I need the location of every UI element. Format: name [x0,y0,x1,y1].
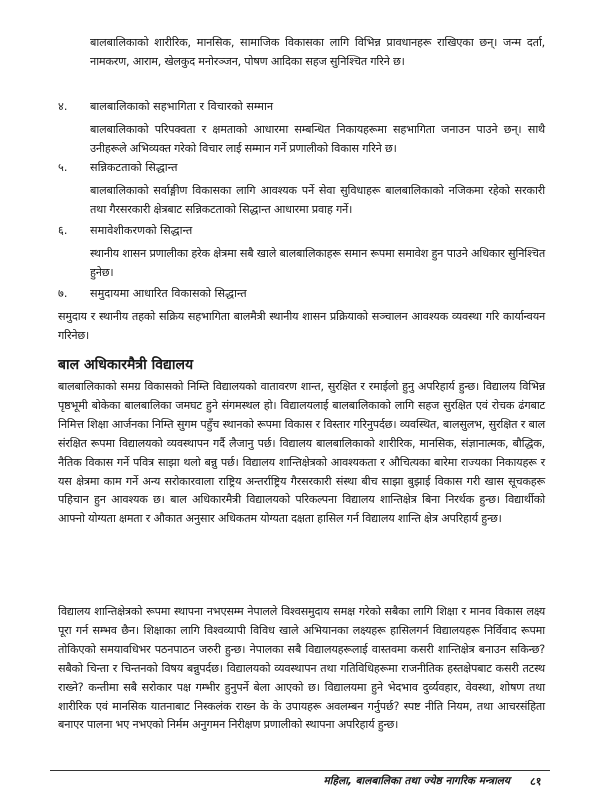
principle-body: बालबालिकाको सर्वाङ्गीण विकासका लागि आवश्यक पर्ने सेवा सुविधाहरू बालबालिकाको नजिकमा रहेको सरकारी तथा गैरसरकारी क्षेत्रबाट सन्निकटताको सिद्धान्त आधारमा प्रवाह गर्ने। [90,184,545,216]
principle-body: बालबालिकाको परिपक्वता र क्षमताको आधारमा सम्बन्धित निकायहरूमा सहभागिता जनाउन पाउने छन्। साथै उनीहरूले अभिव्यक्त गरेको विचार लाई सम्मान गर्ने प्रणालीको विकास गरिने छ। [90,123,545,155]
principle-number: ५. [58,161,68,174]
section-heading: बाल अधिकारमैत्री विद्यालय [58,357,194,373]
principle-title: सन्निकटताको सिद्धान्त [90,161,178,174]
principle-title: बालबालिकाको सहभागिता र विचारको सम्मान [90,100,274,113]
principle-title: समावेशीकरणको सिद्धान्त [90,224,193,237]
community-paragraph: समुदाय र स्थानीय तहको सक्रिय सहभागिता बालमैत्री स्थानीय शासन प्रक्रियाको सञ्चालन आवश्यक व्यवस्था गरि कार्यान्वयन गरिनेछ। [58,310,545,342]
principle-title: समुदायमा आधारित विकासको सिद्धान्त [90,287,247,300]
page-number: ८१ [530,775,542,788]
principle-number: ७. [58,287,68,300]
principle-number: ६. [58,224,68,237]
principle-number: ४. [58,100,68,113]
principle-body: स्थानीय शासन प्रणालीका हरेक क्षेत्रमा सबै खाले बालबालिकाहरू समान रूपमा समावेश हुन पाउने अधिकार सुनिश्चित हुनेछ। [90,247,545,279]
intro-paragraph: बालबालिकाको शारीरिक, मानसिक, सामाजिक विकासका लागि विभिन्न प्रावधानहरू राखिएका छन्। जन्म दर्ता, नामकरण, आराम, खेलकुद मनोरञ्जन, पोषण आदिका सहज सुनिश्चित गरिने छ। [90,36,545,68]
section-paragraph: बालबालिकाको समग्र विकासको निम्ति विद्यालयको वातावरण शान्त, सुरक्षित र रमाईलो हुनु अपरिहार्य हुन्छ। विद्यालय विभिन्न पृष्ठभूमी बोकेका बालबालिका जमघट हुने संगमस्थल हो। विद्यालयलाई बालबालिकाको लागि सहज सुरक्षित एवं रोचक ढंगबाट निमित्त शिक्षा आर्जनका निम्ति सुगम पहुँच स्थानको रूपमा विकास र विस्तार गरिनुपर्दछ। व्यवस्थित, बालसुलभ, सुरक्षित र बाल संरक्षित रूपमा विद्यालयको व्यवस्थापन गर्दै लैजानु पर्छ। विद्यालय बालबालिकाको शारीरिक, मानसिक, संज्ञानात्मक, बौद्धिक, नैतिक विकास गर्ने पवित्र साझा थलो बन्नु पर्छ। विद्यालय शान्तिक्षेत्रको आवश्यकता र औचित्यका बारेमा राज्यका निकायहरू र यस क्षेत्रमा काम गर्ने अन्य सरोकारवाला राष्ट्रिय अन्तर्राष्ट्रिय गैरसरकारी संस्था बीच साझा बुझाई विकास गरी खास सूचकहरू पहिचान हुन आवश्यक छ। बाल अधिकारमैत्री विद्यालयको परिकल्पना विद्यालय शान्तिक्षेत्र बिना निरर्थक हुन्छ। विद्यार्थीको आफ्नो योग्यता क्षमता र औकात अनुसार अधिकतम योग्यता दक्षता हासिल गर्न विद्यालय शान्ति क्षेत्र अपरिहार्य हुन्छ। [58,380,545,526]
section-paragraph: विद्यालय शान्तिक्षेत्रको रूपमा स्थापना नभएसम्म नेपालले विश्वसमुदाय समक्ष गरेको सबैका लागि शिक्षा र मानव विकास लक्ष्य पूरा गर्न सम्भव छैन। शिक्षाका लागि विश्वव्यापी विविध खाले अभियानका लक्ष्यहरू हासिलगर्न विद्यालयहरू निर्विवाद रूपमा तोकिएको समयावधिभर पठनपाठन जरुरी हुन्छ। नेपालका सबै विद्यालयहरूलाई वास्तवमा कसरी शान्तिक्षेत्र बनाउन सकिन्छ? सबैको चिन्ता र चिन्तनको विषय बन्नुपर्दछ। विद्यालयको व्यवस्थापन तथा गतिविधिहरूमा राजनीतिक हस्तक्षेपबाट कसरी तटस्थ राख्ने? कन्तीमा सबै सरोकार पक्ष गम्भीर हुनुपर्ने बेला आएको छ। विद्यालयमा हुने भेदभाव दुर्व्यवहार, वेवस्था, शोषण तथा शारीरिक एवं मानसिक यातनाबाट निस्कलंक राख्न के के उपायहरू अवलम्बन गर्नुपर्छ? स्पष्ट नीति नियम, तथा आचरसंहिता बनाएर पालना भए नभएको निर्मम अनुगमन निरीक्षण प्रणालीको स्थापना अपरिहार्य हुन्छ। [58,605,545,732]
footer-rule [50,770,550,771]
footer-ministry: महिला, बालबालिका तथा ज्येष्ठ नागरिक मन्त्रालय [323,775,510,787]
